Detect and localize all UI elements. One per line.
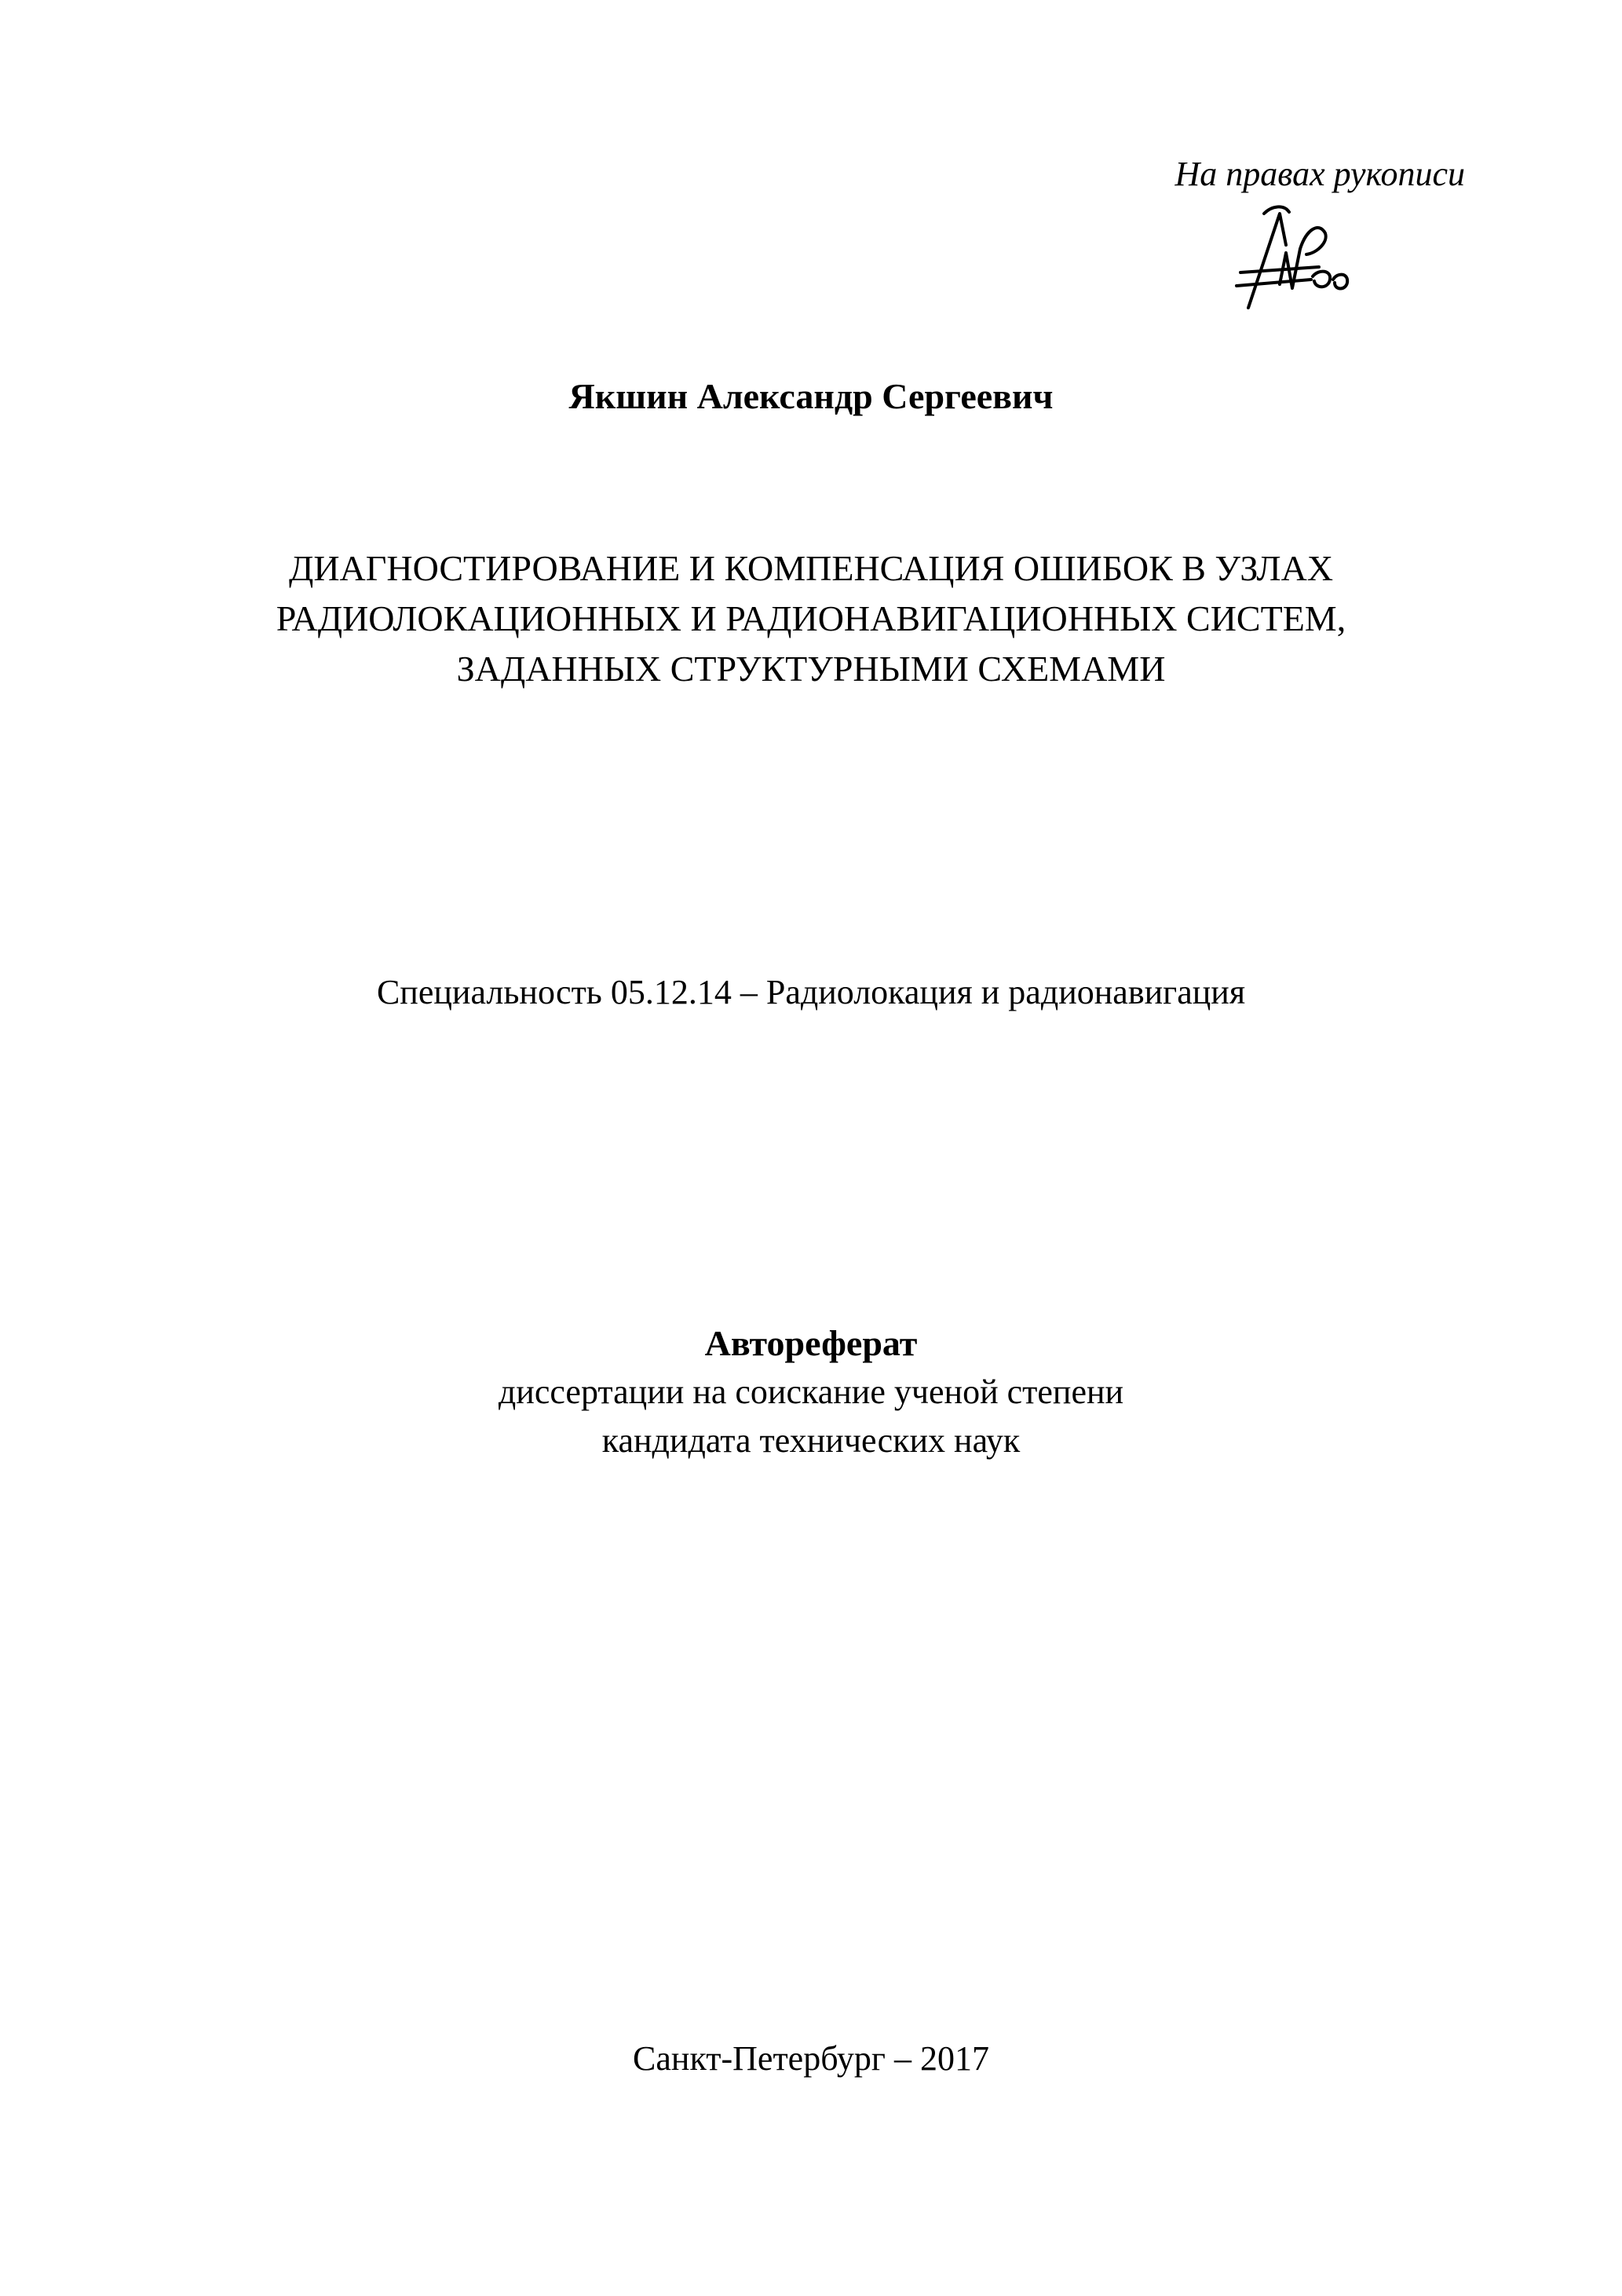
dissertation-title [0,543,1622,694]
title-line: РАДИОЛОКАЦИОННЫХ И РАДИОНАВИГАЦИОННЫХ СИСТЕМ, [276,598,1346,638]
place-and-year: Санкт-Петербург – 2017 [633,2039,989,2078]
specialty-line: Специальность 05.12.14 – Радиолокация и радионавигация [376,973,1246,1011]
document-type: Автореферат [704,1323,918,1363]
document-type-block [0,1319,1622,1465]
title-line: ЗАДАННЫХ СТРУКТУРНЫМИ СХЕМАМИ [456,649,1166,689]
author-name: Якшин Александр Сергеевич [568,376,1054,416]
document-description-line: кандидата технических наук [601,1421,1021,1460]
title-line: ДИАГНОСТИРОВАНИЕ И КОМПЕНСАЦИЯ ОШИБОК В УЗЛАХ [288,548,1334,588]
document-description-line: диссертации на соискание ученой степени [498,1373,1124,1411]
manuscript-note: На правах рукописи [1174,155,1465,193]
handwritten-signature [1225,198,1358,316]
